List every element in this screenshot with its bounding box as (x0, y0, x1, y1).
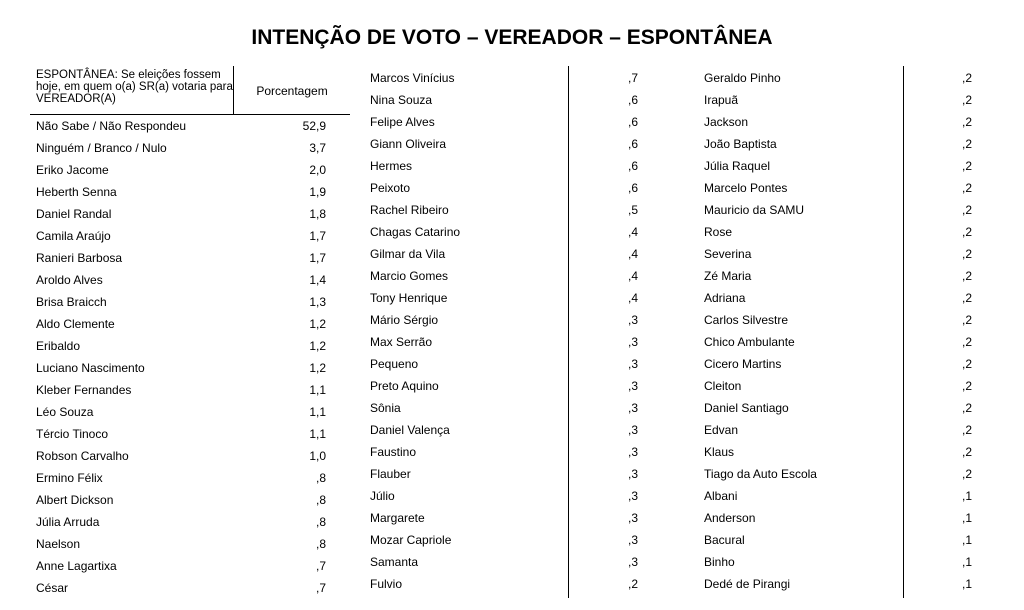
table-row (704, 485, 974, 507)
table-row (370, 177, 640, 199)
column-2-rows (370, 67, 640, 595)
candidate-percent: ,2 (961, 335, 972, 349)
table-row (370, 89, 640, 111)
candidate-percent: ,2 (961, 467, 972, 481)
table-row (30, 379, 350, 401)
table-row (30, 533, 350, 555)
candidate-percent: ,2 (961, 247, 972, 261)
candidate-percent: ,8 (315, 537, 326, 551)
candidate-percent: ,2 (961, 225, 972, 239)
table-row (704, 111, 974, 133)
candidate-percent: ,7 (315, 581, 326, 595)
candidate-name: Eribaldo (36, 339, 81, 353)
table-row (370, 331, 640, 353)
candidate-name: Albani (704, 489, 738, 503)
percent-header: Porcentagem (256, 84, 328, 98)
table-row (30, 137, 350, 159)
candidate-name: Léo Souza (36, 405, 94, 419)
candidate-percent: ,3 (627, 555, 638, 569)
candidate-name: Tércio Tinoco (36, 427, 109, 441)
candidate-name: Aroldo Alves (36, 273, 103, 287)
candidate-name: Marcio Gomes (370, 269, 449, 283)
candidate-name: Daniel Valença (370, 423, 450, 437)
table-row (704, 89, 974, 111)
candidate-percent: ,4 (627, 247, 638, 261)
table-row (30, 555, 350, 577)
candidate-name: Tiago da Auto Escola (704, 467, 817, 481)
candidate-percent: ,2 (961, 313, 972, 327)
table-row (704, 177, 974, 199)
table-row (370, 287, 640, 309)
table-row (704, 529, 974, 551)
candidate-percent: ,3 (627, 357, 638, 371)
candidate-name: Júlio (370, 489, 395, 503)
candidate-percent: 1,1 (309, 427, 326, 441)
table-row (30, 115, 350, 137)
table-row (704, 507, 974, 529)
table-row (370, 199, 640, 221)
candidate-name: Ermino Félix (36, 471, 103, 485)
table-row (704, 419, 974, 441)
candidate-name: Edvan (704, 423, 739, 437)
candidate-name: Daniel Randal (36, 207, 112, 221)
candidate-name: Gilmar da Vila (370, 247, 446, 261)
table-row (704, 287, 974, 309)
candidate-percent: ,2 (961, 401, 972, 415)
candidate-percent: 1,2 (309, 339, 326, 353)
candidate-percent: 1,1 (309, 383, 326, 397)
candidate-name: Faustino (370, 445, 417, 459)
candidate-name: Cleiton (704, 379, 742, 393)
table-row (704, 331, 974, 353)
table-row (370, 397, 640, 419)
candidate-percent: 1,3 (309, 295, 326, 309)
candidate-name: Mauricio da SAMU (704, 203, 805, 217)
candidate-name: Mozar Capriole (370, 533, 452, 547)
candidate-name: Felipe Alves (370, 115, 435, 129)
candidate-percent: 1,2 (309, 361, 326, 375)
table-row (30, 225, 350, 247)
table-row (704, 243, 974, 265)
candidate-name: Margarete (370, 511, 425, 525)
candidate-percent: ,6 (627, 93, 638, 107)
results-table-column-2 (370, 67, 640, 595)
table-row (704, 463, 974, 485)
candidate-percent: ,2 (961, 379, 972, 393)
column-3-rows (704, 67, 974, 595)
candidate-percent: ,4 (627, 225, 638, 239)
table-row (704, 67, 974, 89)
table-row (704, 375, 974, 397)
candidate-name: Klaus (704, 445, 735, 459)
candidate-percent: ,3 (627, 379, 638, 393)
candidate-name: Anne Lagartixa (36, 559, 117, 573)
table-row (30, 159, 350, 181)
candidate-name: Mário Sérgio (370, 313, 439, 327)
candidate-percent: ,2 (961, 137, 972, 151)
candidate-percent: ,1 (961, 511, 972, 525)
candidate-name: Max Serrão (370, 335, 433, 349)
candidate-percent: 3,7 (309, 141, 326, 155)
candidate-percent: ,2 (961, 357, 972, 371)
candidate-percent: ,2 (961, 181, 972, 195)
candidate-percent: ,3 (627, 467, 638, 481)
candidate-name: Geraldo Pinho (704, 71, 781, 85)
candidate-percent: 2,0 (309, 163, 326, 177)
table-row (370, 155, 640, 177)
results-table-column-3 (704, 67, 974, 595)
table-row (370, 243, 640, 265)
table-row (30, 203, 350, 225)
question-header: ESPONTÂNEA: Se eleições fossem hoje, em quem o(a) SR(a) votaria para VEREADOR(A) (30, 66, 234, 114)
candidate-percent: ,5 (627, 203, 638, 217)
table-row (370, 507, 640, 529)
candidate-name: Fulvio (370, 577, 403, 591)
candidate-name: João Baptista (704, 137, 777, 151)
candidate-name: Luciano Nascimento (36, 361, 145, 375)
candidate-name: Giann Oliveira (370, 137, 447, 151)
candidate-name: Jackson (704, 115, 749, 129)
candidate-name: Não Sabe / Não Respondeu (36, 119, 187, 133)
candidate-percent: 1,2 (309, 317, 326, 331)
candidate-name: Ranieri Barbosa (36, 251, 123, 265)
candidate-name: Pequeno (370, 357, 419, 371)
candidate-name: Cicero Martins (704, 357, 782, 371)
candidate-name: Hermes (370, 159, 413, 173)
table-row (30, 313, 350, 335)
candidate-name: Kleber Fernandes (36, 383, 132, 397)
candidate-name: Bacural (704, 533, 745, 547)
candidate-name: César (36, 581, 69, 595)
candidate-name: Eriko Jacome (36, 163, 109, 177)
table-row (370, 111, 640, 133)
candidate-percent: ,2 (961, 269, 972, 283)
candidate-percent: ,2 (961, 115, 972, 129)
table-row (370, 551, 640, 573)
candidate-name: Daniel Santiago (704, 401, 789, 415)
results-table-column-1 (30, 66, 350, 599)
table-row (704, 551, 974, 573)
candidate-percent: ,2 (627, 577, 638, 591)
candidate-name: Ninguém / Branco / Nulo (36, 141, 167, 155)
table-row (704, 265, 974, 287)
table-row (370, 221, 640, 243)
table-row (30, 577, 350, 599)
candidate-name: Severina (704, 247, 752, 261)
table-row (370, 573, 640, 595)
candidate-percent: ,1 (961, 489, 972, 503)
candidate-name: Rachel Ribeiro (370, 203, 449, 217)
candidate-name: Zé Maria (704, 269, 752, 283)
table-row (370, 353, 640, 375)
candidate-name: Camila Araújo (36, 229, 111, 243)
candidate-name: Flauber (370, 467, 411, 481)
table-row (30, 247, 350, 269)
candidate-name: Júlia Raquel (704, 159, 771, 173)
table-row (370, 485, 640, 507)
table-row (704, 573, 974, 595)
table-row (704, 309, 974, 331)
candidate-percent: ,7 (315, 559, 326, 573)
table-row (30, 511, 350, 533)
table-row (704, 441, 974, 463)
candidate-name: Albert Dickson (36, 493, 114, 507)
candidate-name: Chico Ambulante (704, 335, 795, 349)
table-row (370, 375, 640, 397)
candidate-percent: ,3 (627, 401, 638, 415)
candidate-name: Júlia Arruda (36, 515, 100, 529)
candidate-name: Sônia (370, 401, 401, 415)
table-row (370, 463, 640, 485)
candidate-percent: ,6 (627, 159, 638, 173)
table-row (30, 467, 350, 489)
candidate-name: Preto Aquino (370, 379, 439, 393)
candidate-percent: ,2 (961, 291, 972, 305)
candidate-name: Chagas Catarino (370, 225, 461, 239)
candidate-percent: ,2 (961, 93, 972, 107)
candidate-name: Anderson (704, 511, 756, 525)
table-row (704, 133, 974, 155)
candidate-name: Heberth Senna (36, 185, 117, 199)
candidate-percent: 1,4 (309, 273, 326, 287)
table-row (370, 67, 640, 89)
table-row (370, 419, 640, 441)
candidate-percent: ,3 (627, 335, 638, 349)
candidate-name: Marcelo Pontes (704, 181, 788, 195)
table-header (30, 66, 350, 115)
candidate-name: Adriana (704, 291, 746, 305)
table-row (704, 199, 974, 221)
candidate-percent: 1,9 (309, 185, 326, 199)
candidate-percent: ,3 (627, 533, 638, 547)
table-row (30, 401, 350, 423)
candidate-percent: ,2 (961, 203, 972, 217)
candidate-percent: 1,8 (309, 207, 326, 221)
table-row (30, 335, 350, 357)
candidate-name: Rose (704, 225, 733, 239)
candidate-name: Irapuã (704, 93, 739, 107)
candidate-name: Carlos Silvestre (704, 313, 789, 327)
candidate-percent: ,1 (961, 533, 972, 547)
table-row (704, 353, 974, 375)
candidate-percent: ,3 (627, 511, 638, 525)
table-row (30, 269, 350, 291)
table-row (370, 529, 640, 551)
candidate-percent: ,7 (627, 71, 638, 85)
candidate-percent: ,2 (961, 71, 972, 85)
candidate-percent: ,2 (961, 423, 972, 437)
candidate-name: Brisa Braicch (36, 295, 107, 309)
table-row (30, 181, 350, 203)
candidate-percent: 1,7 (309, 229, 326, 243)
candidate-percent: ,8 (315, 493, 326, 507)
table-row (704, 397, 974, 419)
candidate-name: Dedé de Pirangi (704, 577, 791, 591)
table-row (30, 423, 350, 445)
candidate-percent: ,6 (627, 115, 638, 129)
candidate-name: Marcos Vinícius (370, 71, 455, 85)
table-row (30, 445, 350, 467)
candidate-percent: 1,1 (309, 405, 326, 419)
candidate-percent: ,3 (627, 445, 638, 459)
table-row (30, 489, 350, 511)
table-row (30, 291, 350, 313)
candidate-percent: ,3 (627, 489, 638, 503)
candidate-percent: ,6 (627, 137, 638, 151)
table-row (30, 357, 350, 379)
table-row (370, 265, 640, 287)
candidate-percent: ,1 (961, 555, 972, 569)
candidate-percent: ,6 (627, 181, 638, 195)
candidate-percent: ,2 (961, 445, 972, 459)
candidate-name: Samanta (370, 555, 419, 569)
candidate-name: Robson Carvalho (36, 449, 129, 463)
candidate-name: Tony Henrique (370, 291, 448, 305)
candidate-percent: 1,0 (309, 449, 326, 463)
candidate-name: Aldo Clemente (36, 317, 115, 331)
table-row (370, 133, 640, 155)
candidate-percent: 1,7 (309, 251, 326, 265)
candidate-percent: ,8 (315, 471, 326, 485)
page-title: INTENÇÃO DE VOTO – VEREADOR – ESPONTÂNEA (251, 26, 773, 49)
candidate-percent: 52,9 (302, 119, 326, 133)
table-row (704, 155, 974, 177)
candidate-percent: ,2 (961, 159, 972, 173)
table-row (370, 441, 640, 463)
candidate-name: Peixoto (370, 181, 411, 195)
candidate-percent: ,3 (627, 423, 638, 437)
table-row (370, 309, 640, 331)
candidate-name: Naelson (36, 537, 81, 551)
column-1-rows (30, 115, 350, 599)
candidate-name: Nina Souza (370, 93, 433, 107)
table-row (704, 221, 974, 243)
candidate-percent: ,8 (315, 515, 326, 529)
candidate-percent: ,3 (627, 313, 638, 327)
candidate-name: Binho (704, 555, 735, 569)
candidate-percent: ,4 (627, 291, 638, 305)
candidate-percent: ,4 (627, 269, 638, 283)
candidate-percent: ,1 (961, 577, 972, 591)
